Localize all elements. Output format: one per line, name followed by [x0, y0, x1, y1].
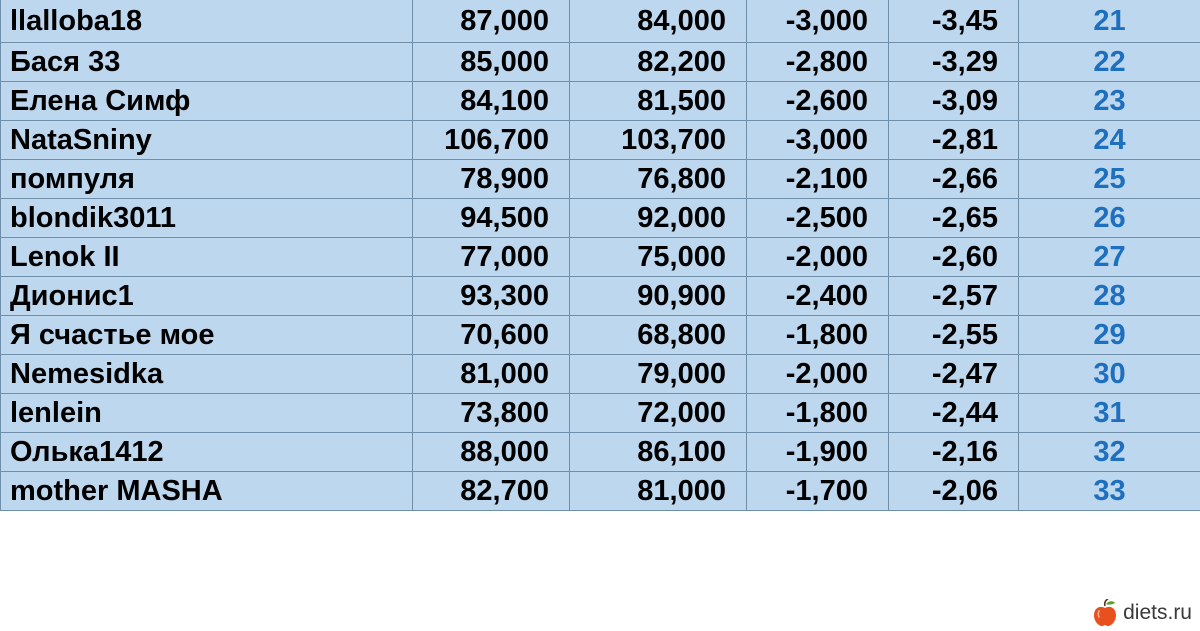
- cell-name: blondik3011: [1, 199, 413, 238]
- cell-rank: 25: [1019, 160, 1200, 199]
- table-row: [1, 355, 1200, 394]
- cell-difference: -2,000: [747, 238, 889, 277]
- cell-percent: -2,81: [889, 121, 1019, 160]
- cell-percent: -2,16: [889, 433, 1019, 472]
- cell-start-weight: 84,100: [413, 82, 570, 121]
- cell-rank: 32: [1019, 433, 1200, 472]
- cell-name: NataSniny: [1, 121, 413, 160]
- site-watermark: [1092, 599, 1192, 627]
- cell-difference: -1,700: [747, 472, 889, 511]
- cell-start-weight: 93,300: [413, 277, 570, 316]
- cell-current-weight: 92,000: [570, 199, 747, 238]
- cell-difference: -1,900: [747, 433, 889, 472]
- table-row: [1, 316, 1200, 355]
- watermark-text: diets.ru: [1123, 601, 1192, 624]
- cell-current-weight: 76,800: [570, 160, 747, 199]
- cell-current-weight: 103,700: [570, 121, 747, 160]
- cell-start-weight: 87,000: [413, 0, 570, 43]
- cell-rank: 31: [1019, 394, 1200, 433]
- cell-percent: -3,29: [889, 43, 1019, 82]
- cell-start-weight: 81,000: [413, 355, 570, 394]
- table-row: [1, 238, 1200, 277]
- cell-percent: -2,57: [889, 277, 1019, 316]
- cell-name: Lenok II: [1, 238, 413, 277]
- cell-rank: 28: [1019, 277, 1200, 316]
- cell-start-weight: 94,500: [413, 199, 570, 238]
- cell-current-weight: 75,000: [570, 238, 747, 277]
- cell-percent: -2,47: [889, 355, 1019, 394]
- cell-rank: 30: [1019, 355, 1200, 394]
- table-row: [1, 82, 1200, 121]
- cell-start-weight: 77,000: [413, 238, 570, 277]
- cell-start-weight: 73,800: [413, 394, 570, 433]
- table-row: [1, 277, 1200, 316]
- cell-current-weight: 90,900: [570, 277, 747, 316]
- cell-percent: -2,66: [889, 160, 1019, 199]
- cell-rank: 26: [1019, 199, 1200, 238]
- cell-difference: -2,100: [747, 160, 889, 199]
- cell-name: помпуля: [1, 160, 413, 199]
- cell-name: Nemesidka: [1, 355, 413, 394]
- cell-current-weight: 81,500: [570, 82, 747, 121]
- cell-start-weight: 70,600: [413, 316, 570, 355]
- cell-difference: -2,000: [747, 355, 889, 394]
- cell-rank: 24: [1019, 121, 1200, 160]
- table-row: [1, 43, 1200, 82]
- cell-rank: 33: [1019, 472, 1200, 511]
- table-row: [1, 472, 1200, 511]
- table-row: [1, 433, 1200, 472]
- cell-name: Бася 33: [1, 43, 413, 82]
- apple-icon: [1092, 599, 1118, 627]
- cell-current-weight: 72,000: [570, 394, 747, 433]
- cell-difference: -2,800: [747, 43, 889, 82]
- cell-percent: -2,06: [889, 472, 1019, 511]
- cell-percent: -2,44: [889, 394, 1019, 433]
- cell-start-weight: 82,700: [413, 472, 570, 511]
- cell-start-weight: 85,000: [413, 43, 570, 82]
- cell-difference: -2,600: [747, 82, 889, 121]
- cell-percent: -2,60: [889, 238, 1019, 277]
- table-row: [1, 121, 1200, 160]
- cell-rank: 29: [1019, 316, 1200, 355]
- cell-current-weight: 86,100: [570, 433, 747, 472]
- cell-difference: -2,400: [747, 277, 889, 316]
- table-row: [1, 199, 1200, 238]
- cell-name: Олька1412: [1, 433, 413, 472]
- cell-difference: -2,500: [747, 199, 889, 238]
- cell-name: lenlein: [1, 394, 413, 433]
- results-table-body: [1, 0, 1200, 511]
- cell-percent: -3,09: [889, 82, 1019, 121]
- cell-percent: -2,65: [889, 199, 1019, 238]
- cell-name: Елена Симф: [1, 82, 413, 121]
- cell-name: llalloba18: [1, 0, 413, 43]
- cell-difference: -3,000: [747, 121, 889, 160]
- cell-rank: 22: [1019, 43, 1200, 82]
- cell-current-weight: 84,000: [570, 0, 747, 43]
- cell-rank: 21: [1019, 0, 1200, 43]
- cell-name: Я счастье мое: [1, 316, 413, 355]
- cell-difference: -1,800: [747, 316, 889, 355]
- table-row: [1, 160, 1200, 199]
- cell-current-weight: 82,200: [570, 43, 747, 82]
- cell-current-weight: 68,800: [570, 316, 747, 355]
- cell-current-weight: 81,000: [570, 472, 747, 511]
- table-row: [1, 394, 1200, 433]
- cell-difference: -3,000: [747, 0, 889, 43]
- cell-name: Дионис1: [1, 277, 413, 316]
- cell-current-weight: 79,000: [570, 355, 747, 394]
- cell-difference: -1,800: [747, 394, 889, 433]
- cell-name: mother MASHA: [1, 472, 413, 511]
- cell-start-weight: 78,900: [413, 160, 570, 199]
- table-row: [1, 0, 1200, 43]
- cell-rank: 23: [1019, 82, 1200, 121]
- cell-start-weight: 88,000: [413, 433, 570, 472]
- cell-start-weight: 106,700: [413, 121, 570, 160]
- cell-percent: -2,55: [889, 316, 1019, 355]
- cell-percent: -3,45: [889, 0, 1019, 43]
- cell-rank: 27: [1019, 238, 1200, 277]
